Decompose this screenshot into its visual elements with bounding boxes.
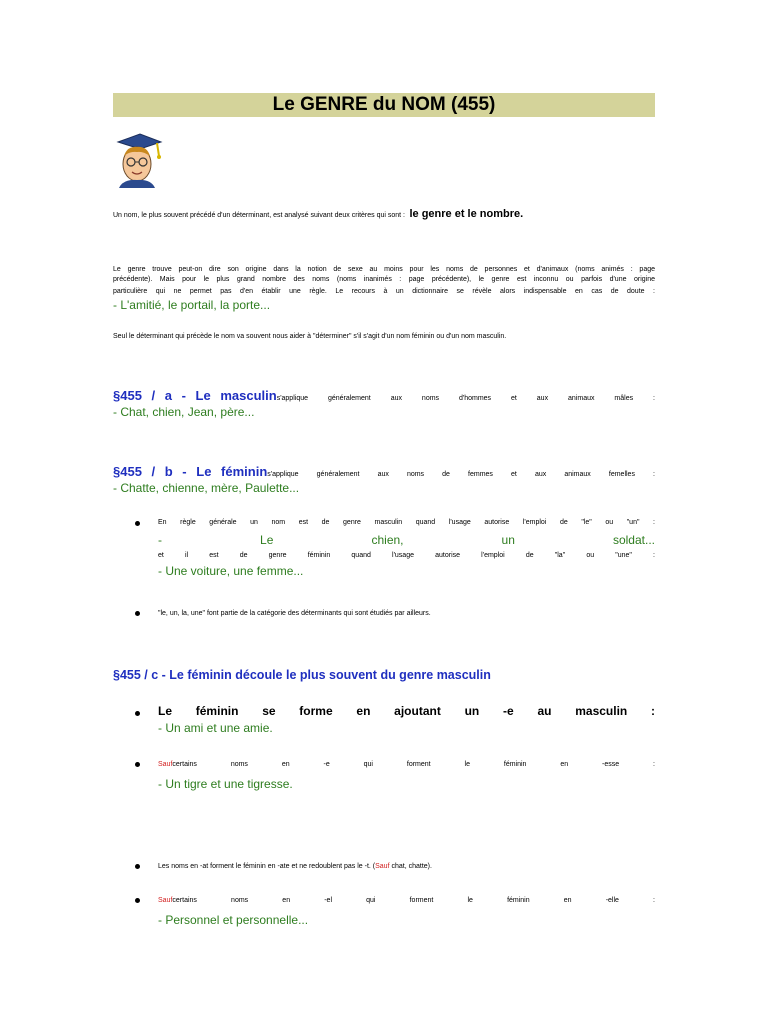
bullet-marker [135,864,140,869]
intro-emphasis: le genre et le nombre. [409,208,524,220]
bullet-feminine-esse [158,760,655,792]
example-text: - Une voiture, une femme... [158,564,304,578]
example-text: - Le chien, un soldat... [158,533,655,547]
bullet-feminine-ate [158,862,655,872]
bullet-text: et il est de genre féminin quand l'usage autorise l'emploi de "la" ou "une" : [158,552,655,559]
bullet-genre-rule [158,518,655,579]
section-b [113,464,655,496]
bullet-text: chat, chatte). [389,863,432,870]
determinant-note: Seul le déterminant qui précède le nom va souvent nous aider à "déterminer" s'il s'agit d'un nom féminin ou d'un nom masculin. [113,333,507,340]
example-text: - Personnel et personnelle... [158,913,309,927]
bullet-text: certains noms en -e qui forment le féminin en -esse : [172,761,655,768]
bullet-marker [135,711,140,716]
sauf-label: Sauf [158,897,173,904]
bullet-marker [135,898,140,903]
bullet-text: certains noms en -el qui forment le féminin en -elle : [172,897,655,904]
page-title: Le GENRE du NOM (455) [113,93,655,117]
example-text: - L'amitié, le portail, la porte... [113,298,271,312]
intro-text: Un nom, le plus souvent précédé d'un déterminant, est analysé suivant deux critères qui sont : [113,212,406,219]
graduate-avatar-icon [113,132,163,188]
section-a-text: s'applique généralement aux noms d'hommes et aux animaux mâles : [276,395,655,402]
bullet-feminine-elle [158,896,655,928]
section-b-heading: §455 / b - Le féminin [113,464,268,479]
example-text: - Chat, chien, Jean, père... [113,405,255,419]
sauf-label: Sauf [375,863,390,870]
intro-paragraph [113,204,658,222]
para-line: Le genre trouve peut-on dire son origine dans la notion de sexe au moins pour les noms de personnes et d'animaux (noms animés : page [113,266,655,273]
section-a-heading: §455 / a - Le masculin [113,388,277,403]
sauf-label: Sauf [158,761,173,768]
para-line: précédente). Mais pour le plus grand nombre des noms (noms inanimés : page précédente), le genre est inconnu ou parfois d'une origine [113,276,655,283]
example-text: - Chatte, chienne, mère, Paulette... [113,481,300,495]
section-c-heading: §455 / c - Le féminin découle le plus souvent du genre masculin [113,668,491,682]
section-a [113,388,655,420]
bullet-determinants-note: "le, un, la, une" font partie de la catégorie des déterminants qui sont étudiés par ailleurs. [158,610,431,617]
bullet-marker [135,521,140,526]
bullet-text: En règle générale un nom est de genre masculin quand l'usage autorise l'emploi de "le" ou "un" : [158,519,655,526]
genre-origin-paragraph [113,265,655,313]
para-line: particulière qui ne permet pas d'en établir une règle. Le recours à un dictionnaire se révèle alors indispensable en cas de doute : [113,288,655,295]
bullet-text: Les noms en -at forment le féminin en -ate et ne redoublent pas le -t. ( [158,863,376,870]
bullet-marker [135,611,140,616]
bullet-feminine-e [158,704,655,736]
example-text: - Un tigre et une tigresse. [158,777,293,791]
section-b-text: s'applique généralement aux noms de femmes et aux animaux femelles : [267,471,655,478]
example-text: - Un ami et une amie. [158,721,273,735]
bullet-marker [135,762,140,767]
bullet-text: Le féminin se forme en ajoutant un -e au masculin : [158,704,655,718]
